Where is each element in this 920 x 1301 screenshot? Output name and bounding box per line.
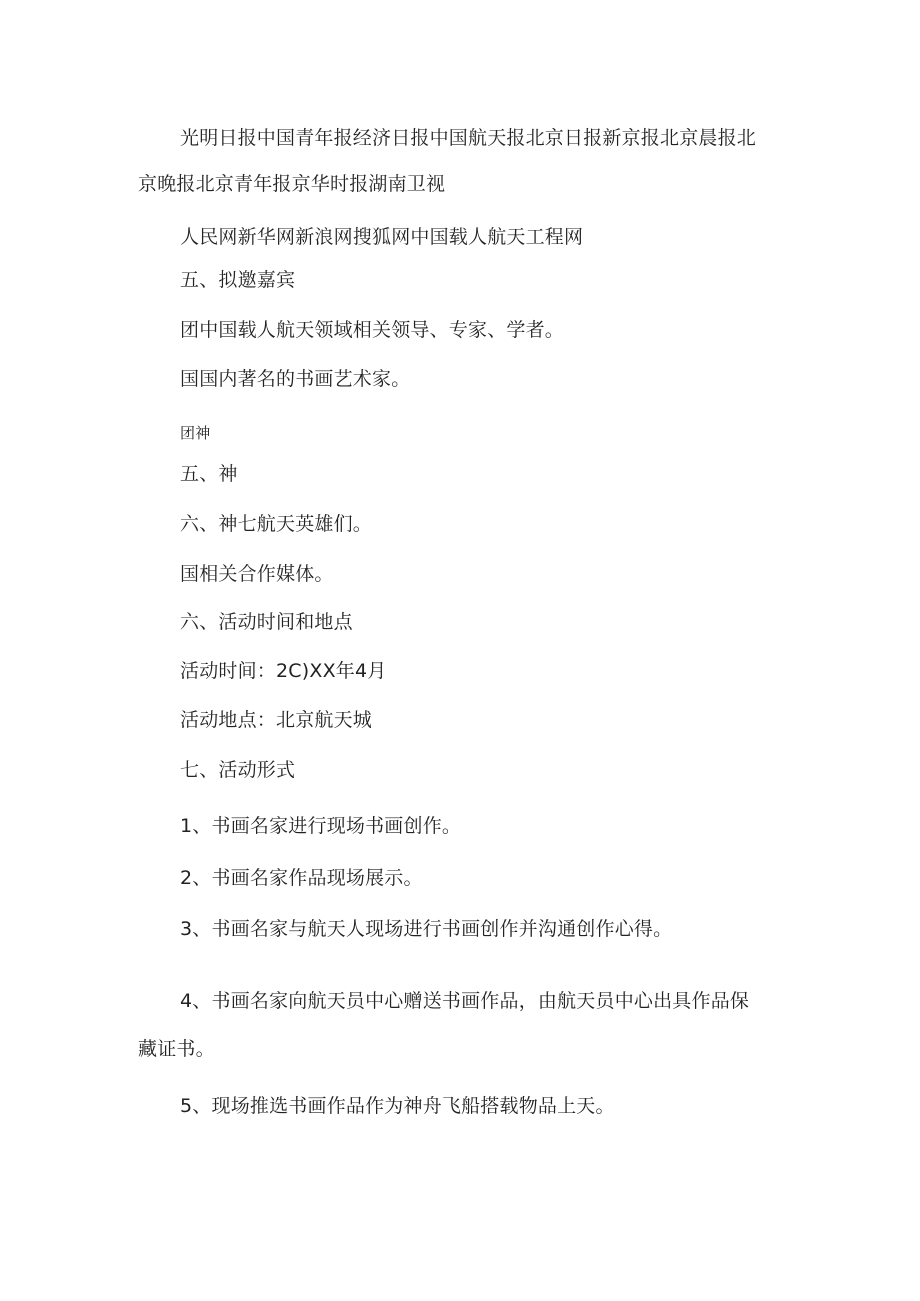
format-item-2: 2、书画名家作品现场展示。 bbox=[180, 867, 423, 889]
format-item-3: 3、书画名家与航天人现场进行书画创作并沟通创作心得。 bbox=[180, 918, 673, 940]
guest-item-fragment: 团神 bbox=[180, 424, 211, 442]
format-item-4-line-2: 藏证书。 bbox=[138, 1038, 215, 1060]
format-item-4-line-1: 4、书画名家向航天员中心赠送书画作品，由航天员中心出具作品保 bbox=[180, 990, 750, 1012]
paragraph-media-line-1: 光明日报中国青年报经济日报中国航天报北京日报新京报北京晨报北 bbox=[180, 127, 757, 149]
guest-item-artists: 国国内著名的书画艺术家。 bbox=[180, 368, 411, 390]
section-heading-guests: 五、拟邀嘉宾 bbox=[180, 269, 296, 291]
guest-item-media: 国相关合作媒体。 bbox=[180, 563, 334, 585]
guest-item-shen: 五、神 bbox=[180, 463, 238, 485]
format-item-1: 1、书画名家进行现场书画创作。 bbox=[180, 815, 462, 837]
guest-item-astronauts: 六、神七航天英雄们。 bbox=[180, 513, 373, 535]
section-heading-time-place: 六、活动时间和地点 bbox=[180, 611, 353, 633]
paragraph-media-line-2: 京晚报北京青年报京华时报湖南卫视 bbox=[138, 173, 446, 195]
section-heading-format: 七、活动形式 bbox=[180, 759, 296, 781]
guest-item-officials: 团中国载人航天领域相关领导、专家、学者。 bbox=[180, 319, 565, 341]
paragraph-websites: 人民网新华网新浪网搜狐网中国载人航天工程网 bbox=[180, 226, 584, 248]
format-item-5: 5、现场推选书画作品作为神舟飞船搭载物品上天。 bbox=[180, 1095, 615, 1117]
event-place: 活动地点：北京航天城 bbox=[180, 709, 373, 731]
event-time: 活动时间：2C)XX年4月 bbox=[180, 660, 387, 682]
